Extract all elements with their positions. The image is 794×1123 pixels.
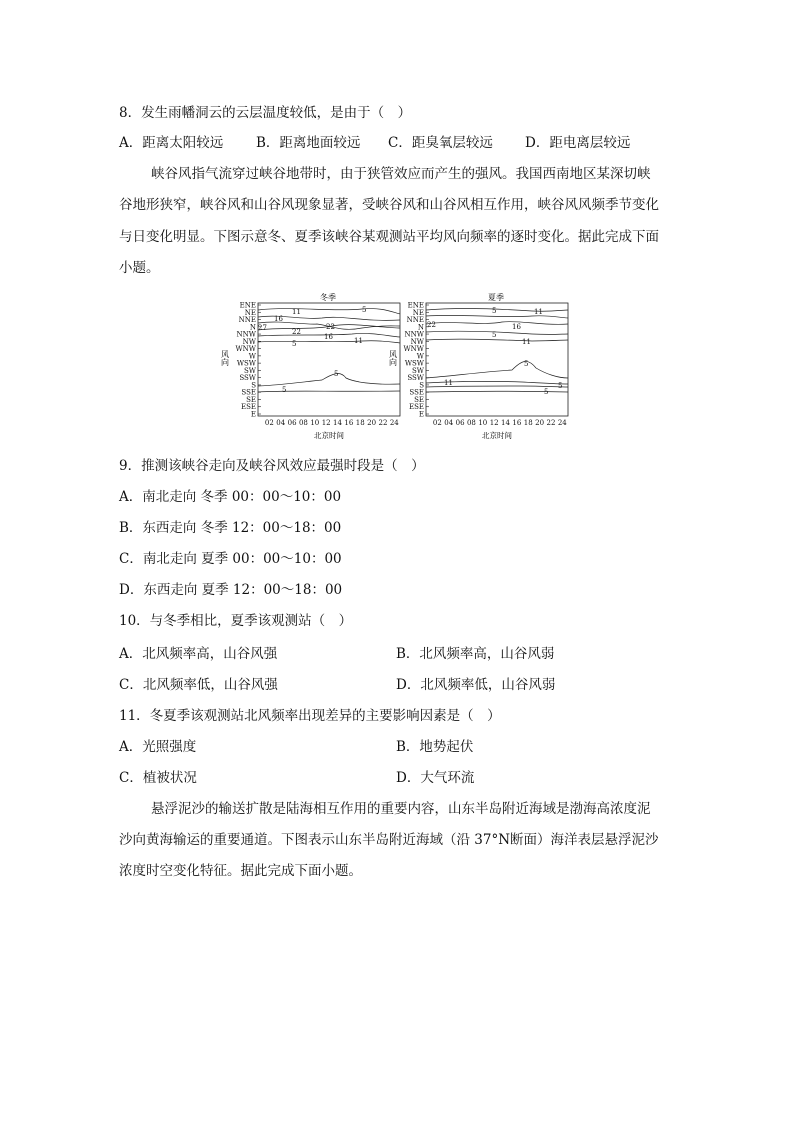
- winter-direction-tick: SW: [244, 366, 256, 375]
- winter-label-5: 5: [362, 306, 367, 314]
- winter-label-5c: 5: [334, 370, 339, 378]
- summer-direction-tick: SSW: [407, 374, 424, 383]
- winter-direction-tick: NW: [242, 337, 256, 346]
- q8-option-a: A．距离太阳较远: [119, 135, 224, 151]
- winter-label-27: 27: [258, 324, 267, 332]
- winter-direction-tick: W: [248, 352, 256, 361]
- summer-time-tick: 24: [557, 419, 567, 427]
- winter-time-tick: 20: [367, 419, 377, 427]
- summer-direction-tick: NNW: [404, 330, 424, 339]
- q8-option-b: B．距离地面较远: [256, 135, 361, 151]
- summer-time-tick: 22: [546, 419, 556, 427]
- passage1-line-4: 小题。: [119, 260, 160, 276]
- summer-direction-tick: S: [419, 381, 424, 390]
- summer-direction-tick: SSE: [409, 388, 424, 397]
- summer-label-5c: 5: [524, 360, 529, 368]
- q10-stem: 10．与冬季相比，夏季该观测站（ ）: [119, 613, 353, 629]
- summer-time-tick: 20: [535, 419, 545, 427]
- q10-option-c: C．北风频率低，山谷风强: [119, 677, 278, 693]
- q8-option-d: D．距电离层较远: [525, 135, 631, 151]
- winter-title: 冬季: [320, 293, 336, 302]
- winter-direction-tick: NNE: [238, 316, 256, 325]
- winter-direction-tick: N: [249, 323, 256, 332]
- summer-direction-tick: N: [417, 323, 424, 332]
- winter-time-tick: 06: [287, 419, 297, 427]
- summer-direction-tick: SE: [414, 395, 424, 404]
- q9-option-c: C．南北走向 夏季 00：00～10：00: [119, 551, 342, 567]
- passage1-line-1: 峡谷风指气流穿过峡谷地带时，由于狭管效应而产生的强风。我国西南地区某深切峡: [151, 166, 651, 182]
- summer-time-tick: 12: [489, 419, 499, 427]
- summer-xlabel: 北京时间: [482, 431, 512, 440]
- summer-label-11b: 11: [522, 338, 531, 346]
- winter-label-16b: 16: [324, 333, 333, 341]
- summer-direction-tick: NW: [410, 337, 424, 346]
- winter-label-16: 16: [274, 315, 283, 323]
- q9-option-b: B．东西走向 冬季 12：00～18：00: [119, 520, 342, 536]
- winter-direction-tick: ENE: [239, 301, 256, 310]
- summer-time-tick: 08: [466, 419, 476, 427]
- passage2-line-3: 浓度时空变化特征。据此完成下面小题。: [119, 863, 362, 879]
- q8-option-c: C．距臭氧层较远: [388, 135, 493, 151]
- summer-direction-tick: SW: [412, 366, 424, 375]
- passage1-line-3: 与日变化明显。下图示意冬、夏季该峡谷某观测站平均风向频率的逐时变化。据此完成下面: [119, 229, 659, 245]
- winter-direction-tick: ESE: [240, 403, 256, 412]
- winter-time-tick: 08: [298, 419, 308, 427]
- summer-label-11d: 5: [558, 382, 563, 390]
- winter-time-tick: 14: [333, 419, 342, 427]
- winter-xlabel: 北京时间: [314, 431, 344, 440]
- summer-time-tick: 04: [444, 419, 454, 427]
- summer-label-16: 16: [512, 323, 521, 331]
- q9-option-d: D．东西走向 夏季 12：00～18：00: [119, 582, 343, 598]
- winter-direction-tick: NE: [244, 308, 256, 317]
- winter-direction-tick: S: [251, 381, 256, 390]
- winter-label-5b: 5: [292, 340, 297, 348]
- q8-stem: 8．发生雨幡洞云的云层温度较低，是由于（ ）: [119, 105, 412, 121]
- q10-option-a: A．北风频率高，山谷风强: [119, 646, 278, 662]
- summer-direction-tick: NE: [412, 308, 424, 317]
- wind-frequency-figure: [222, 290, 582, 440]
- winter-direction-tick: SSW: [239, 374, 256, 383]
- summer-direction-tick: W: [416, 352, 424, 361]
- q11-option-b: B．地势起伏: [396, 739, 474, 755]
- winter-time-tick: 12: [321, 419, 331, 427]
- winter-time-tick: 22: [378, 419, 388, 427]
- winter-label-11b: 11: [354, 337, 363, 345]
- summer-time-tick: 14: [501, 419, 510, 427]
- summer-time-tick: 06: [455, 419, 465, 427]
- winter-time-tick: 18: [355, 419, 365, 427]
- passage2-line-2: 沙向黄海输运的重要通道。下图表示山东半岛附近海域（沿 37°N断面）海洋表层悬浮泥沙: [119, 832, 659, 848]
- summer-direction-tick: WNW: [403, 345, 424, 354]
- winter-label-22b: 22: [292, 328, 301, 336]
- winter-label-22a: 22: [326, 323, 335, 331]
- winter-direction-tick: WNW: [235, 345, 256, 354]
- q9-stem: 9．推测该峡谷走向及峡谷风效应最强时段是（ ）: [119, 458, 425, 474]
- summer-label-5: 5: [492, 307, 497, 315]
- time-tick-labels: [265, 419, 567, 427]
- summer-time-tick: 16: [512, 419, 522, 427]
- q9-option-a: A．南北走向 冬季 00：00～10：00: [119, 489, 342, 505]
- summer-label-11c: 11: [444, 379, 453, 387]
- winter-ylabel: 风向: [220, 350, 230, 366]
- summer-direction-tick: WSW: [404, 359, 424, 368]
- winter-time-tick: 04: [276, 419, 286, 427]
- q11-stem: 11．冬夏季该观测站北风频率出现差异的主要影响因素是（ ）: [119, 708, 501, 724]
- winter-time-tick: 16: [344, 419, 354, 427]
- summer-direction-tick: ESE: [408, 403, 424, 412]
- summer-panel: [426, 303, 568, 416]
- winter-direction-tick: WSW: [236, 359, 256, 368]
- summer-label-11: 11: [534, 308, 543, 316]
- summer-label-5d: 5: [544, 388, 549, 396]
- summer-time-tick: 10: [478, 419, 488, 427]
- q11-option-a: A．光照强度: [119, 739, 197, 755]
- summer-ylabel: 风向: [388, 350, 398, 366]
- q11-option-d: D．大气环流: [396, 770, 475, 786]
- summer-title: 夏季: [488, 293, 504, 302]
- passage1-line-2: 谷地形狭窄，峡谷风和山谷风现象显著，受峡谷风和山谷风相互作用，峡谷风风频季节变化: [119, 197, 659, 213]
- winter-direction-tick: SSE: [241, 388, 256, 397]
- winter-time-tick: 02: [264, 419, 274, 427]
- summer-direction-tick: E: [418, 410, 424, 419]
- passage2-line-1: 悬浮泥沙的输送扩散是陆海相互作用的重要内容，山东半岛附近海域是渤海高浓度泥: [151, 801, 651, 817]
- summer-time-tick: 02: [432, 419, 442, 427]
- summer-time-tick: 18: [523, 419, 533, 427]
- winter-time-tick: 10: [310, 419, 320, 427]
- winter-direction-tick: NNW: [236, 330, 256, 339]
- winter-direction-tick: SE: [246, 395, 256, 404]
- summer-direction-tick: NNE: [406, 316, 424, 325]
- winter-label-5d: 5: [282, 386, 287, 394]
- q10-option-b: B．北风频率高，山谷风弱: [396, 646, 555, 662]
- summer-label-22: 22: [427, 321, 436, 329]
- winter-direction-tick: E: [250, 410, 256, 419]
- q11-option-c: C．植被状况: [119, 770, 197, 786]
- winter-label-11: 11: [292, 308, 301, 316]
- summer-isoline-labels: [427, 307, 562, 396]
- q10-option-d: D．北风频率低，山谷风弱: [396, 677, 556, 693]
- winter-time-tick: 24: [389, 419, 399, 427]
- summer-direction-tick: ENE: [407, 301, 424, 310]
- summer-label-5b: 5: [492, 331, 497, 339]
